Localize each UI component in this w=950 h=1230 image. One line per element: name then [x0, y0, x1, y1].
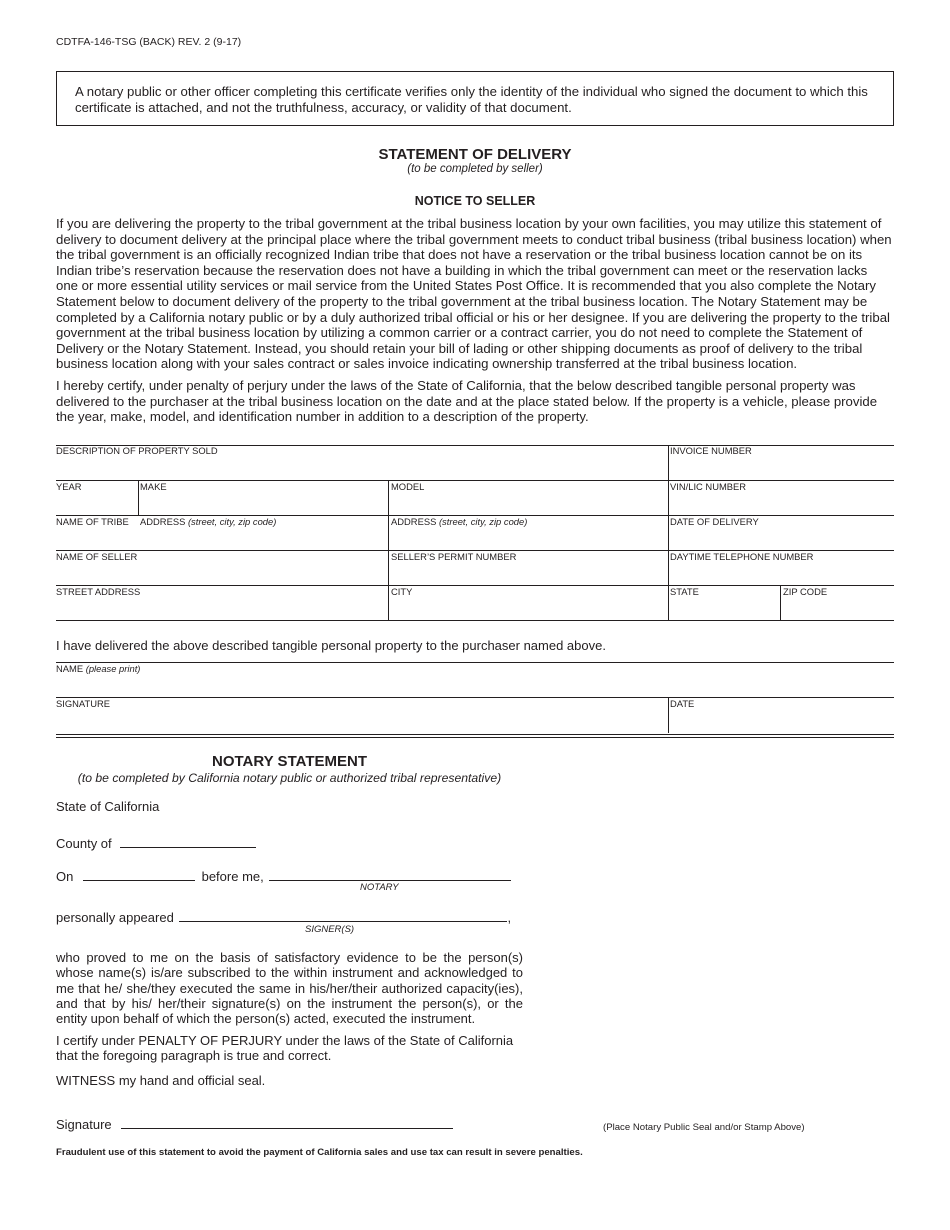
signature-field[interactable] — [56, 709, 666, 731]
date-field[interactable] — [670, 709, 892, 731]
print-name-label — [56, 663, 140, 674]
name-hint-text: (please print) — [85, 663, 141, 674]
state-line: State of California — [56, 799, 160, 814]
phone-field[interactable] — [670, 562, 892, 584]
street-label: STREET ADDRESS — [56, 586, 141, 597]
state-label: STATE — [670, 586, 699, 597]
permit-label: SELLER’S PERMIT NUMBER — [391, 551, 517, 562]
notary-notice-box — [56, 71, 894, 126]
city-field[interactable] — [391, 597, 666, 619]
signer-blank[interactable] — [179, 909, 507, 922]
fraud-warning: Fraudulent use of this statement to avoid the payment of California sales and use tax can result in severe penalties. — [56, 1147, 583, 1158]
appeared-label: personally appeared — [56, 910, 174, 925]
grid-divider — [780, 585, 781, 620]
notary-caption: NOTARY — [360, 882, 399, 893]
notice-paragraph: If you are delivering the property to the tribal government at the tribal business location by your own facilities, you may utilize this statement of delivery to document delivery at the principal place where the tribal government meets to conduct tribal business (tribal business location) when the tribal government is an officially recognized Indian tribe that does not have a reservation or the tribal business location cannot be on its Indian tribe’s reservation because the reservation does not have a building in which the tribal government can meet or the reservation lacks one or more essential utility services or mail service from the United States Post Office. It is recommended that you also complete the Notary Statement below to document delivery of the property to the tribal government at the tribal business location. The Notary Statement may be completed by a California notary public or by a duly authorized tribal official or his or her designee. If you are delivering the property to the tribal government at the tribal business location by utilizing a common carrier or a contract carrier, you do not need to complete the Statement of Delivery or the Notary Statement. Instead, you should retain your bill of lading or other shipping documents as proof of delivery to the tribal business location along with your sales contract or sales invoice indicating ownership transferred at the tribal business location. — [56, 216, 892, 372]
signature-label: SIGNATURE — [56, 698, 110, 709]
address-label-text: ADDRESS — [140, 516, 186, 527]
notary-notice-text: A notary public or other officer completing this certificate verifies only the identity of the individual who signed the document to which this certificate is attached, and not the truthfulness, accuracy, or validity of that document. — [75, 84, 868, 115]
make-field[interactable] — [140, 492, 386, 514]
certify-paragraph: I hereby certify, under penalty of perjury under the laws of the State of California, that the below described tangible personal property was delivered to the purchaser at the tribal business location on the date and at the place stated below. If the property is a vehicle, please provide the year, make, model, and identification number in addition to a description of the property. — [56, 378, 878, 425]
grid-divider — [668, 445, 669, 620]
grid-line — [56, 662, 894, 663]
street-field[interactable] — [56, 597, 386, 619]
section-rule — [56, 737, 894, 738]
seller-label: NAME OF SELLER — [56, 551, 138, 562]
grid-line — [56, 697, 894, 698]
description-field[interactable] — [56, 456, 666, 478]
section-rule — [56, 734, 894, 735]
county-label: County of — [56, 836, 112, 851]
notice-heading: NOTICE TO SELLER — [414, 194, 536, 208]
appeared-row — [56, 909, 511, 925]
county-blank[interactable] — [120, 835, 256, 848]
delivery-address-label — [391, 516, 527, 527]
vin-field[interactable] — [670, 492, 892, 514]
grid-line — [56, 480, 894, 481]
on-row — [56, 868, 511, 884]
permit-field[interactable] — [391, 562, 666, 584]
grid-line — [56, 620, 894, 621]
notary-subtitle: (to be completed by California notary public or authorized tribal representative) — [77, 771, 502, 785]
tribe-label: NAME OF TRIBE — [56, 516, 129, 527]
print-name-field[interactable] — [56, 674, 892, 696]
zip-label: ZIP CODE — [783, 586, 828, 597]
name-label-text: NAME — [56, 663, 84, 674]
delivery-address-field[interactable] — [391, 527, 666, 549]
notary-signature-blank[interactable] — [121, 1116, 453, 1129]
date-label: DATE — [670, 698, 695, 709]
on-label: On — [56, 869, 74, 884]
address-hint-text: (street, city, zip code) — [187, 516, 277, 527]
grid-divider — [138, 480, 139, 515]
delivered-statement: I have delivered the above described tangible personal property to the purchaser named above. — [56, 638, 606, 653]
grid-line — [56, 585, 894, 586]
notary-name-blank[interactable] — [269, 868, 511, 881]
address-label-text: ADDRESS — [391, 516, 437, 527]
witness-line: WITNESS my hand and official seal. — [56, 1073, 266, 1088]
form-code: CDTFA-146-TSG (BACK) REV. 2 (9-17) — [56, 36, 242, 48]
statement-title: STATEMENT OF DELIVERY — [378, 146, 572, 163]
date-delivery-field[interactable] — [670, 527, 892, 549]
make-label: MAKE — [140, 481, 167, 492]
invoice-label: INVOICE NUMBER — [670, 445, 752, 456]
model-label: MODEL — [391, 481, 425, 492]
city-label: CITY — [391, 586, 413, 597]
state-field[interactable] — [670, 597, 778, 619]
signer-caption: SIGNER(S) — [305, 924, 355, 935]
tribe-field[interactable] — [56, 527, 386, 549]
before-label: before me, — [201, 869, 264, 884]
phone-label: DAYTIME TELEPHONE NUMBER — [670, 551, 814, 562]
address-hint-text: (street, city, zip code) — [438, 516, 528, 527]
year-label: YEAR — [56, 481, 82, 492]
tribe-address-label — [140, 516, 276, 527]
description-label: DESCRIPTION OF PROPERTY SOLD — [56, 445, 218, 456]
date-delivery-label: DATE OF DELIVERY — [670, 516, 759, 527]
statement-subtitle: (to be completed by seller) — [407, 163, 543, 175]
notary-signature-label: Signature — [56, 1117, 112, 1132]
vin-label: VIN/LIC NUMBER — [670, 481, 747, 492]
date-blank[interactable] — [83, 868, 195, 881]
notary-title: NOTARY STATEMENT — [212, 753, 367, 770]
zip-field[interactable] — [783, 597, 892, 619]
invoice-field[interactable] — [670, 456, 892, 478]
model-field[interactable] — [391, 492, 666, 514]
seller-field[interactable] — [56, 562, 386, 584]
grid-divider — [388, 480, 389, 620]
grid-divider — [668, 697, 669, 733]
notary-signature-row — [56, 1116, 453, 1132]
county-row — [56, 835, 256, 851]
seal-caption: (Place Notary Public Seal and/or Stamp Above) — [603, 1122, 805, 1133]
perjury-paragraph: I certify under PENALTY OF PERJURY under the laws of the State of California that the foregoing paragraph is true and correct. — [56, 1033, 514, 1064]
year-field[interactable] — [56, 492, 136, 514]
comma: , — [507, 910, 512, 925]
proof-paragraph: who proved to me on the basis of satisfactory evidence to be the person(s) whose name(s) is/are subscribed to the within instrument and acknowledged to me that he/ she/they executed the same in his/her/their authorized capacity(ies), and that by his/ her/their signature(s) on the instrument the person(s), or the entity upon behalf of which the person(s) acted, executed the instrument. — [56, 950, 523, 1027]
